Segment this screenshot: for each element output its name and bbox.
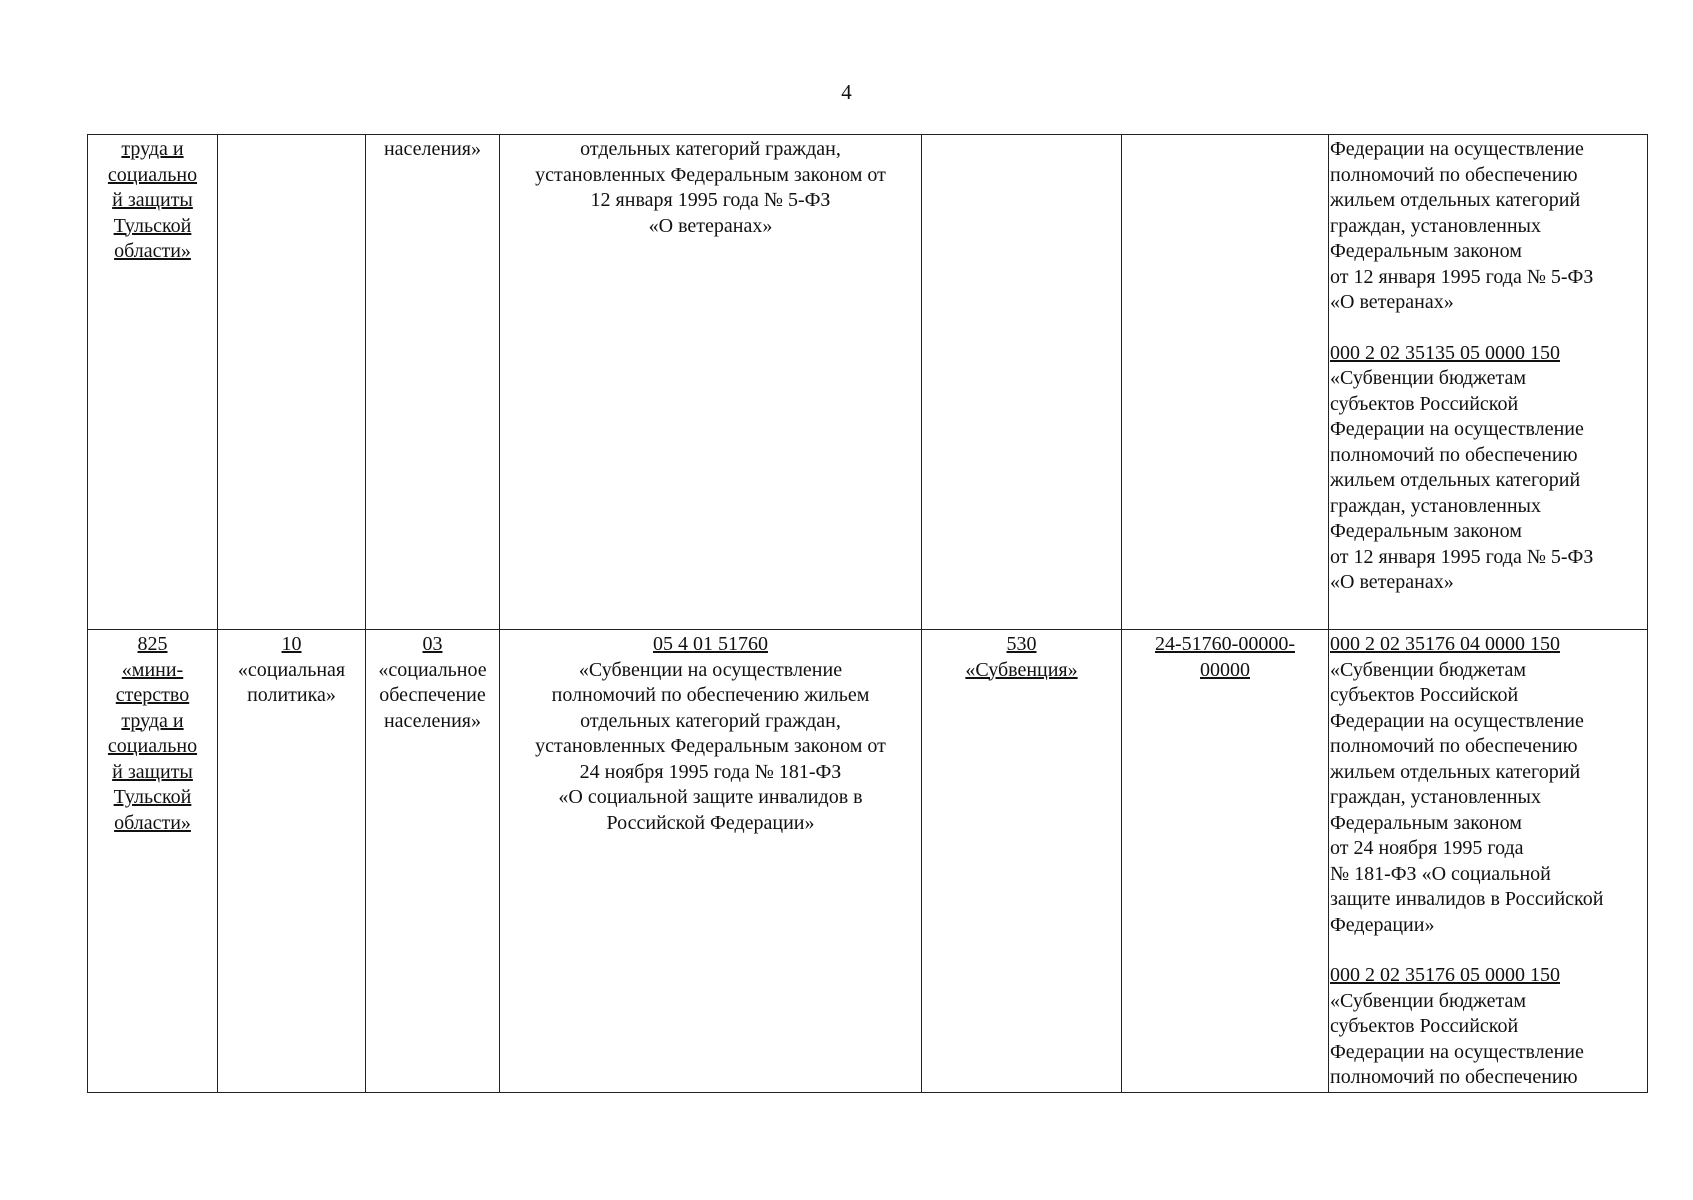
cell-r1-c3 [366, 135, 500, 630]
text-line: № 181-ФЗ «О социальной [1330, 862, 1551, 885]
text-line: социально [107, 735, 198, 757]
cell-r1-c4 [500, 135, 922, 630]
text-line: Федерации на осуществление [1330, 418, 1584, 440]
text-line: защите инвалидов в Российской [1330, 888, 1604, 910]
text-line: «О ветеранах» [1330, 291, 1454, 313]
text-line: «О ветеранах» [648, 214, 773, 237]
page-number: 4 [841, 80, 852, 104]
cell-r1-c5 [922, 135, 1122, 630]
text-line: области» [114, 811, 191, 834]
expense-type-code: 530 [1006, 633, 1037, 655]
kbk-code: 000 2 02 35135 05 0000 150 [1330, 341, 1560, 364]
text-line: жильем отдельных категорий [1330, 469, 1581, 491]
text-line: субъектов Российской [1330, 684, 1519, 706]
text-line: 10 [281, 633, 302, 655]
text-line: «Субвенция» [965, 658, 1078, 681]
text-line: «социальная [237, 658, 346, 681]
cell-r2-c1 [88, 630, 218, 1093]
text-line: установленных Федеральным законом от [535, 163, 886, 186]
text-line: й защиты [112, 189, 193, 211]
text-line: полномочий по обеспечению [1330, 443, 1578, 466]
text-line: Федерации на осуществление [1330, 709, 1584, 732]
cell-r2-c2 [218, 630, 366, 1093]
text-line: «Субвенции бюджетам [1330, 658, 1526, 681]
text-line: Федерации на осуществление [1330, 138, 1584, 160]
cell-r1-c7 [1329, 135, 1648, 630]
text-line: обеспечение [379, 684, 486, 706]
text-line: граждан, установленных [1330, 214, 1541, 237]
text-line: Федеральным законом [1330, 520, 1522, 542]
cell-r2-c4 [500, 630, 922, 1093]
cell-r1-c1 [88, 135, 218, 630]
text-line: населения» [383, 138, 482, 160]
text-line: стерство [115, 684, 190, 706]
text-line: полномочий по обеспечению [1330, 735, 1578, 757]
cell-r1-c2 [218, 135, 366, 630]
text-line: полномочий по обеспечению [1330, 163, 1578, 186]
table-row-1 [88, 135, 1648, 630]
cell-r2-c5 [922, 630, 1122, 1093]
table-row-2 [88, 630, 1648, 1093]
text-line: «Субвенции на осуществление [578, 658, 843, 681]
text-line: граждан, установленных [1330, 786, 1541, 808]
text-line: от 12 января 1995 года № 5-ФЗ [1330, 545, 1594, 568]
text-line: полномочий по обеспечению [1330, 1066, 1578, 1088]
text-line: 825 [137, 633, 168, 655]
text-line: Тульской [113, 214, 192, 237]
text-line: отдельных категорий граждан, [580, 709, 841, 732]
cell-r1-c6 [1122, 135, 1329, 630]
text-line: субъектов Российской [1330, 392, 1519, 415]
text-line: Российской Федерации» [606, 811, 815, 834]
text-line: труда и [121, 709, 184, 732]
text-line: субъектов Российской [1330, 1015, 1519, 1037]
cell-r2-c7 [1329, 630, 1648, 1093]
text-line: «социальное [378, 658, 487, 681]
text-line: труда и [121, 138, 184, 160]
text-line: й защиты [112, 760, 193, 783]
text-line: 12 января 1995 года № 5-ФЗ [590, 189, 831, 211]
kbk-code: 000 2 02 35176 04 0000 150 [1330, 633, 1560, 655]
text-line: жильем отдельных категорий [1330, 189, 1581, 211]
text-line: от 24 ноября 1995 года [1330, 837, 1524, 859]
text-line: полномочий по обеспечению жильем [551, 684, 870, 706]
text-line: жильем отдельных категорий [1330, 760, 1581, 783]
text-line: от 12 января 1995 года № 5-ФЗ [1330, 265, 1594, 288]
text-line: граждан, установленных [1330, 494, 1541, 517]
text-line: отдельных категорий граждан, [580, 138, 841, 160]
text-line: 00000 [1200, 658, 1250, 681]
text-line: «О социальной защите инвалидов в [558, 786, 863, 808]
cell-r2-c3 [366, 630, 500, 1093]
text-line: установленных Федеральным законом от [535, 735, 886, 757]
kbk-code: 000 2 02 35176 05 0000 150 [1330, 964, 1560, 986]
text-line: 24 ноября 1995 года № 181-ФЗ [579, 760, 842, 783]
text-line: «Субвенции бюджетам [1330, 367, 1526, 389]
text-line: населения» [383, 709, 482, 732]
text-line: политика» [247, 684, 336, 706]
text-line: Тульской [113, 786, 192, 808]
text-line: области» [114, 240, 191, 262]
text-line: 24-51760-00000- [1155, 633, 1295, 655]
text-line: Федерации на осуществление [1330, 1040, 1584, 1063]
text-line: «Субвенции бюджетам [1330, 989, 1526, 1012]
text-line: Федеральным законом [1330, 811, 1522, 834]
text-line: «мини- [121, 658, 184, 681]
text-line: «О ветеранах» [1330, 571, 1454, 593]
text-line: Федеральным законом [1330, 240, 1522, 262]
cell-r2-c6 [1122, 630, 1329, 1093]
text-line: Федерации» [1330, 913, 1435, 936]
target-article-code: 05 4 01 51760 [653, 633, 768, 655]
budget-classification-table [87, 134, 1648, 1093]
text-line: социально [107, 163, 198, 186]
text-line: 03 [422, 633, 443, 655]
